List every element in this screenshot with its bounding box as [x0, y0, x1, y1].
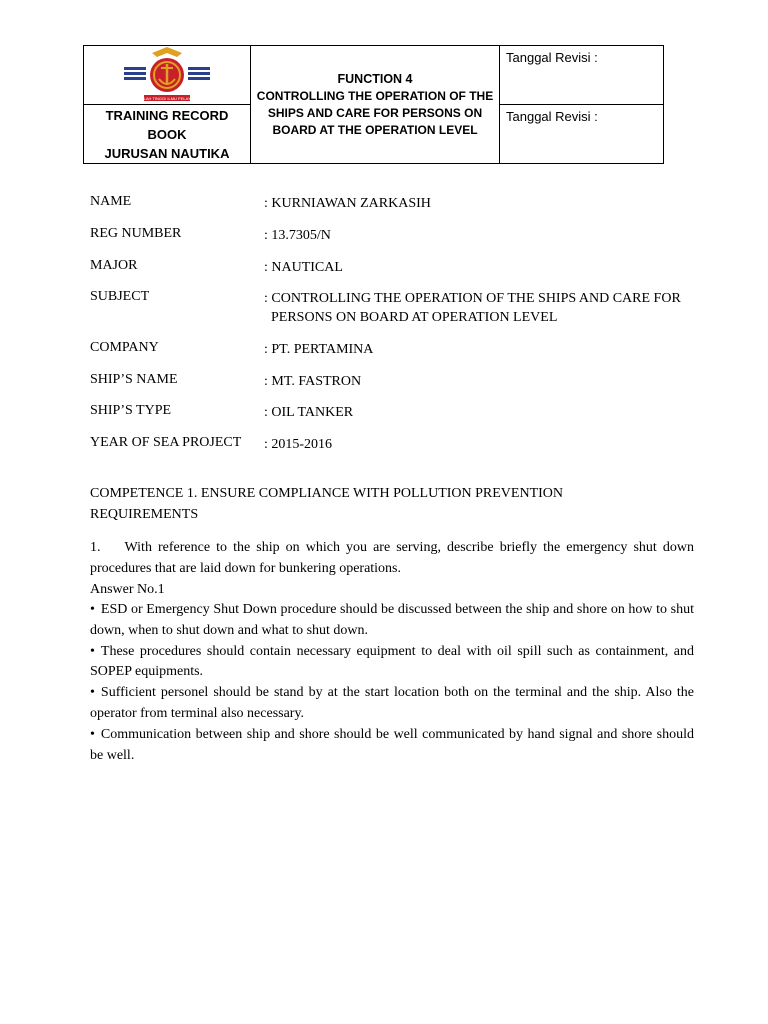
logo-cell: [84, 46, 251, 105]
field-label: REG NUMBER: [90, 226, 182, 241]
book-line-1: TRAINING RECORD: [105, 107, 229, 123]
list-item: [90, 642, 694, 684]
function-line-4: BOARD AT THE OPERATION LEVEL: [272, 122, 478, 137]
field-value: : OIL TANKER: [264, 405, 354, 420]
list-item: [90, 600, 694, 642]
list-item: [90, 683, 694, 725]
list-item-text: Sufficient personel should be stand by at the start location both on the terminal and the ship. Also the operator from terminal also necessary.: [90, 685, 694, 721]
field-value: : NAUTICAL: [264, 260, 343, 275]
revision-label-2: Tanggal Revisi :: [506, 109, 598, 124]
field-value: [264, 289, 700, 327]
bullet-icon: •: [90, 602, 95, 617]
answer-label: Answer No.1: [90, 581, 165, 597]
question-block: [90, 538, 698, 600]
field-label: YEAR OF SEA PROJECT: [90, 435, 242, 450]
bullet-icon: •: [90, 726, 95, 742]
book-title: [84, 105, 251, 164]
answer-bullets: [90, 600, 694, 766]
revision-cell-2: [500, 105, 664, 164]
field-label: SUBJECT: [90, 289, 150, 304]
subject-line-2: PERSONS ON BOARD AT OPERATION LEVEL: [271, 310, 558, 325]
field-value: : MT. FASTRON: [264, 374, 362, 389]
field-value: : PT. PERTAMINA: [264, 342, 374, 357]
field-value: : KURNIAWAN ZARKASIH: [264, 196, 431, 211]
function-line-3: SHIPS AND CARE FOR PERSONS ON: [267, 105, 483, 120]
field-label: MAJOR: [90, 258, 138, 273]
book-line-3: JURUSAN NAUTIKA: [104, 145, 230, 161]
bullet-icon: •: [90, 643, 95, 659]
function-title: [251, 46, 500, 164]
book-line-2: BOOK: [147, 126, 187, 142]
competence-heading: COMPETENCE 1. ENSURE COMPLIANCE WITH POLLUTION PREVENTION REQUIREMENTS: [90, 486, 564, 522]
subject-line-1: : CONTROLLING THE OPERATION OF THE SHIPS AND CARE FOR: [264, 291, 681, 306]
field-label: COMPANY: [90, 340, 159, 355]
logo-text: SEKOLAH TINGGI ILMU PELAYARAN: [132, 96, 202, 101]
field-value: : 13.7305/N: [264, 228, 331, 243]
field-value: : 2015-2016: [264, 437, 333, 452]
function-line-2: CONTROLLING THE OPERATION OF THE: [256, 88, 494, 103]
revision-label-1: Tanggal Revisi :: [506, 50, 598, 65]
revision-cell-1: [500, 46, 664, 105]
field-label: SHIP’S TYPE: [90, 403, 172, 418]
list-item: [90, 725, 694, 767]
list-item-text: ESD or Emergency Shut Down procedure should be discussed between the ship and shore on how to shut down, when to shut down and what to shut down.: [90, 602, 694, 638]
bullet-icon: •: [90, 685, 95, 701]
function-line-1: FUNCTION 4: [337, 71, 413, 86]
list-item-text: Communication between ship and shore should be well communicated by hand signal and shore should be well.: [90, 726, 694, 763]
field-label: NAME: [90, 194, 132, 209]
field-label: SHIP’S NAME: [90, 372, 178, 387]
question-text: 1. With reference to the ship on which you are serving, describe briefly the emergency shut down procedures that are laid down for bunkering operations.: [90, 540, 698, 576]
header-table: [83, 45, 664, 164]
list-item-text: These procedures should contain necessary equipment to deal with oil spill such as containment, and SOPEP equipments.: [90, 643, 694, 680]
